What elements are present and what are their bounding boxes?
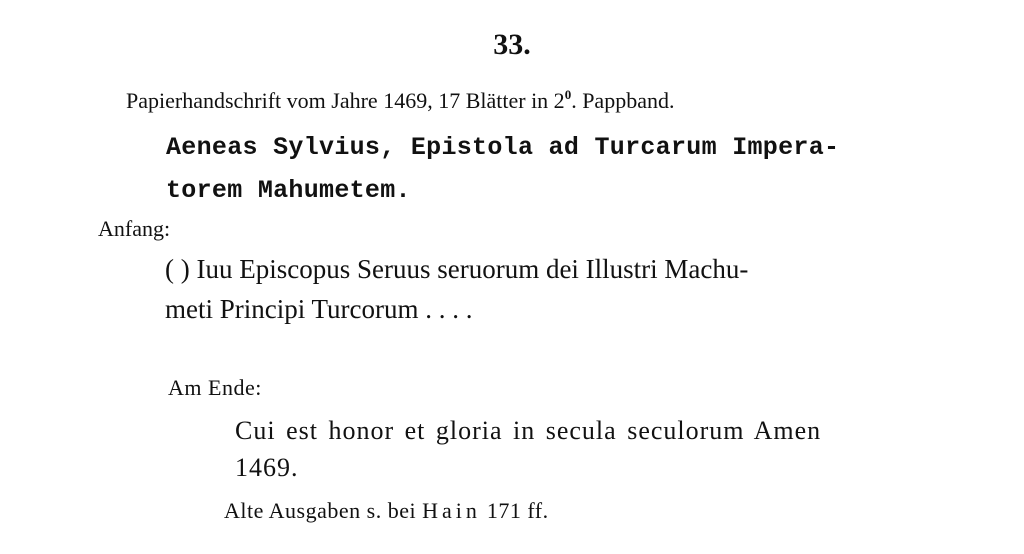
incipit-text-line-1: ( ) Iuu Episcopus Seruus seruorum dei Illustri Machu- [165,254,749,284]
entry-number: 33. [493,28,531,61]
explicit-text-line-2: 1469. [235,453,299,482]
format-superscript: 0 [564,87,572,102]
explicit-text-line-1: Cui est honor et gloria in secula seculorum Amen [235,416,822,445]
editions-author-reference: Hain [422,498,481,523]
explicit-label: Am Ende: [168,375,262,400]
work-title-line-2: torem Mahumetem. [166,176,411,205]
binding-text: . Pappband. [571,88,675,113]
incipit-label: Anfang: [98,216,171,241]
work-title-line-1: Aeneas Sylvius, Epistola ad Turcarum Impera- [166,133,840,162]
manuscript-description-text: Papierhandschrift vom Jahre 1469, 17 Blätter in 2 [126,88,565,113]
manuscript-description [126,88,674,112]
editions-note-prefix: Alte Ausgaben s. bei [224,498,423,523]
incipit-text-line-2: meti Principi Turcorum . . . . [165,294,473,324]
editions-note [224,500,549,522]
editions-note-suffix: 171 ff. [480,498,549,523]
